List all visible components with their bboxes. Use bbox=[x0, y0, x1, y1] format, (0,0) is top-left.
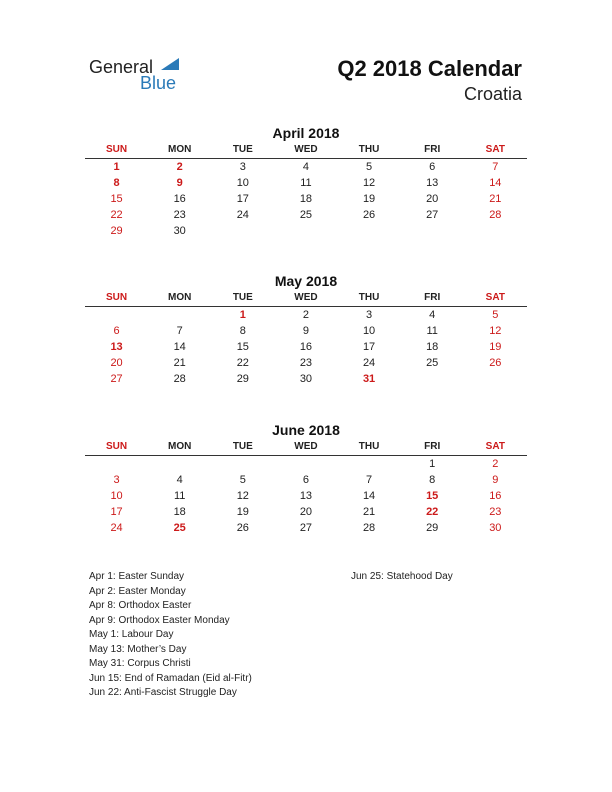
day-cell: 4 bbox=[176, 474, 183, 486]
logo-blue-text: Blue bbox=[140, 73, 177, 93]
day-cell: 23 bbox=[489, 506, 502, 518]
day-cell: 16 bbox=[299, 341, 313, 353]
day-cell: 2 bbox=[176, 161, 183, 173]
day-cell: 29 bbox=[110, 225, 123, 237]
empty-day-cell bbox=[338, 223, 401, 239]
weekday-sat: SAT bbox=[485, 441, 505, 452]
week-row bbox=[85, 456, 527, 472]
day-cell: 7 bbox=[492, 161, 499, 173]
day-cell: 22 bbox=[110, 209, 123, 221]
day-cell: 6 bbox=[429, 161, 436, 173]
day-cell: 19 bbox=[362, 193, 376, 205]
day-cell: 13 bbox=[426, 177, 439, 189]
day-cell: 28 bbox=[173, 373, 186, 385]
day-cell: 21 bbox=[173, 357, 186, 369]
day-cell: 21 bbox=[362, 506, 376, 518]
weekday-sun: SUN bbox=[106, 144, 128, 155]
day-cell: 26 bbox=[362, 209, 376, 221]
month-april bbox=[85, 124, 527, 239]
holiday-item: Apr 9: Orthodox Easter Monday bbox=[89, 614, 230, 626]
day-cell: 10 bbox=[110, 490, 123, 502]
week-row bbox=[85, 191, 527, 207]
month-may bbox=[85, 272, 527, 387]
month-title: April 2018 bbox=[272, 125, 340, 141]
day-cell: 11 bbox=[426, 325, 438, 337]
week-row bbox=[85, 323, 527, 339]
day-cell: 3 bbox=[113, 474, 120, 486]
empty-day-cell bbox=[401, 371, 464, 387]
weekday-sat: SAT bbox=[485, 292, 505, 303]
month-grid bbox=[85, 159, 527, 239]
month-grid bbox=[85, 456, 527, 536]
week-row bbox=[85, 472, 527, 488]
day-cell: 27 bbox=[426, 209, 439, 221]
week-row bbox=[85, 307, 527, 323]
day-cell: 5 bbox=[366, 161, 373, 173]
day-cell: 5 bbox=[492, 309, 499, 321]
weekday-tue: TUE bbox=[232, 292, 253, 303]
day-cell: 20 bbox=[299, 506, 313, 518]
day-cell: 24 bbox=[236, 209, 249, 221]
weekday-tue: TUE bbox=[232, 441, 253, 452]
day-cell: 26 bbox=[489, 357, 502, 369]
day-cell: 22 bbox=[426, 506, 439, 518]
day-cell: 27 bbox=[110, 373, 123, 385]
day-cell: 11 bbox=[173, 490, 186, 502]
weekday-header bbox=[85, 440, 527, 456]
day-cell: 6 bbox=[302, 474, 309, 486]
logo-triangle-icon bbox=[161, 58, 179, 70]
week-row bbox=[85, 520, 527, 536]
day-cell: 17 bbox=[110, 506, 123, 518]
day-cell: 1 bbox=[239, 309, 246, 321]
day-cell: 4 bbox=[302, 161, 309, 173]
empty-day-cell bbox=[274, 223, 337, 239]
empty-day-cell bbox=[211, 223, 274, 239]
weekday-thu: THU bbox=[358, 441, 380, 452]
day-cell: 29 bbox=[236, 373, 249, 385]
weekday-fri: FRI bbox=[424, 144, 441, 155]
day-cell: 30 bbox=[173, 225, 186, 237]
empty-day-cell bbox=[148, 307, 211, 323]
week-row bbox=[85, 355, 527, 371]
day-cell: 8 bbox=[113, 177, 120, 189]
empty-day-cell bbox=[464, 371, 527, 387]
day-cell: 12 bbox=[236, 490, 249, 502]
day-cell: 22 bbox=[236, 357, 249, 369]
holiday-item: Apr 8: Orthodox Easter bbox=[89, 600, 192, 611]
day-cell: 18 bbox=[426, 341, 439, 353]
holiday-list-left bbox=[89, 570, 252, 701]
weekday-thu: THU bbox=[358, 144, 380, 155]
empty-day-cell bbox=[148, 456, 211, 472]
empty-day-cell bbox=[464, 223, 527, 239]
weekday-mon: MON bbox=[168, 144, 192, 155]
day-cell: 10 bbox=[236, 177, 249, 189]
day-cell: 21 bbox=[489, 193, 502, 205]
empty-day-cell bbox=[211, 456, 274, 472]
week-row bbox=[85, 159, 527, 175]
day-cell: 6 bbox=[113, 325, 120, 337]
day-cell: 5 bbox=[239, 474, 246, 486]
day-cell: 15 bbox=[236, 341, 249, 353]
day-cell: 7 bbox=[176, 325, 183, 337]
week-row bbox=[85, 223, 527, 239]
week-row bbox=[85, 371, 527, 387]
holiday-item: Apr 1: Easter Sunday bbox=[89, 571, 185, 582]
empty-day-cell bbox=[338, 456, 401, 472]
day-cell: 24 bbox=[110, 522, 123, 534]
day-cell: 7 bbox=[366, 474, 373, 486]
day-cell: 18 bbox=[173, 506, 186, 518]
weekday-header bbox=[85, 291, 527, 307]
day-cell: 27 bbox=[299, 522, 313, 534]
day-cell: 2 bbox=[492, 458, 499, 470]
day-cell: 23 bbox=[299, 357, 313, 369]
week-row bbox=[85, 207, 527, 223]
day-cell: 30 bbox=[299, 373, 313, 385]
weekday-wed: WED bbox=[294, 144, 318, 155]
month-grid bbox=[85, 307, 527, 387]
month-title: May 2018 bbox=[274, 273, 338, 289]
day-cell: 28 bbox=[489, 209, 502, 221]
weekday-mon: MON bbox=[168, 441, 192, 452]
holiday-item: Jun 15: End of Ramadan (Eid al-Fitr) bbox=[89, 672, 252, 684]
empty-day-cell bbox=[274, 456, 337, 472]
day-cell: 13 bbox=[299, 490, 313, 502]
day-cell: 8 bbox=[429, 474, 436, 486]
day-cell: 9 bbox=[492, 474, 499, 486]
weekday-mon: MON bbox=[168, 292, 192, 303]
day-cell: 23 bbox=[173, 209, 186, 221]
empty-day-cell bbox=[85, 307, 148, 323]
day-cell: 4 bbox=[429, 309, 436, 321]
day-cell: 9 bbox=[302, 325, 309, 337]
day-cell: 19 bbox=[236, 506, 249, 518]
day-cell: 18 bbox=[299, 193, 313, 205]
weekday-sun: SUN bbox=[106, 441, 128, 452]
day-cell: 25 bbox=[426, 357, 439, 369]
weekday-header bbox=[85, 143, 527, 159]
week-row bbox=[85, 175, 527, 191]
day-cell: 2 bbox=[302, 309, 309, 321]
day-cell: 3 bbox=[239, 161, 246, 173]
empty-day-cell bbox=[401, 223, 464, 239]
holiday-item: Jun 22: Anti-Fascist Struggle Day bbox=[89, 687, 237, 698]
day-cell: 12 bbox=[362, 177, 376, 189]
day-cell: 17 bbox=[236, 193, 249, 205]
day-cell: 14 bbox=[362, 490, 376, 502]
holiday-item: May 13: Mother’s Day bbox=[89, 643, 187, 655]
holiday-item: Jun 25: Statehood Day bbox=[351, 571, 453, 582]
day-cell: 30 bbox=[489, 522, 502, 534]
weekday-sat: SAT bbox=[485, 144, 505, 155]
day-cell: 14 bbox=[173, 341, 186, 353]
week-row bbox=[85, 339, 527, 355]
weekday-wed: WED bbox=[294, 292, 318, 303]
month-june bbox=[85, 421, 527, 536]
day-cell: 11 bbox=[300, 177, 312, 189]
weekday-sun: SUN bbox=[106, 292, 128, 303]
day-cell: 16 bbox=[173, 193, 186, 205]
holiday-list-right bbox=[351, 570, 453, 585]
holiday-item: Apr 2: Easter Monday bbox=[89, 585, 186, 597]
day-cell: 14 bbox=[489, 177, 502, 189]
day-cell: 31 bbox=[362, 373, 376, 385]
day-cell: 8 bbox=[239, 325, 246, 337]
page-title: Q2 2018 Calendar bbox=[337, 56, 522, 81]
day-cell: 1 bbox=[429, 458, 436, 470]
day-cell: 13 bbox=[110, 341, 123, 353]
logo-general-text: General bbox=[89, 57, 154, 77]
day-cell: 19 bbox=[489, 341, 502, 353]
day-cell: 25 bbox=[299, 209, 313, 221]
day-cell: 15 bbox=[426, 490, 439, 502]
weekday-fri: FRI bbox=[424, 441, 441, 452]
day-cell: 12 bbox=[489, 325, 502, 337]
day-cell: 3 bbox=[366, 309, 373, 321]
day-cell: 20 bbox=[426, 193, 439, 205]
holiday-item: May 1: Labour Day bbox=[89, 629, 174, 640]
day-cell: 9 bbox=[176, 177, 183, 189]
week-row bbox=[85, 504, 527, 520]
country-name: Croatia bbox=[463, 84, 522, 104]
day-cell: 26 bbox=[236, 522, 249, 534]
day-cell: 15 bbox=[110, 193, 123, 205]
empty-day-cell bbox=[85, 456, 148, 472]
day-cell: 25 bbox=[173, 522, 186, 534]
holiday-item: May 31: Corpus Christi bbox=[89, 658, 191, 669]
week-row bbox=[85, 488, 527, 504]
day-cell: 20 bbox=[110, 357, 123, 369]
day-cell: 10 bbox=[362, 325, 376, 337]
day-cell: 29 bbox=[426, 522, 439, 534]
day-cell: 1 bbox=[113, 161, 120, 173]
month-title: June 2018 bbox=[272, 422, 340, 438]
day-cell: 16 bbox=[489, 490, 502, 502]
weekday-thu: THU bbox=[358, 292, 380, 303]
day-cell: 17 bbox=[362, 341, 376, 353]
weekday-wed: WED bbox=[294, 441, 318, 452]
day-cell: 24 bbox=[362, 357, 376, 369]
weekday-fri: FRI bbox=[424, 292, 441, 303]
weekday-tue: TUE bbox=[232, 144, 253, 155]
day-cell: 28 bbox=[362, 522, 376, 534]
generalblue-logo bbox=[89, 56, 189, 96]
